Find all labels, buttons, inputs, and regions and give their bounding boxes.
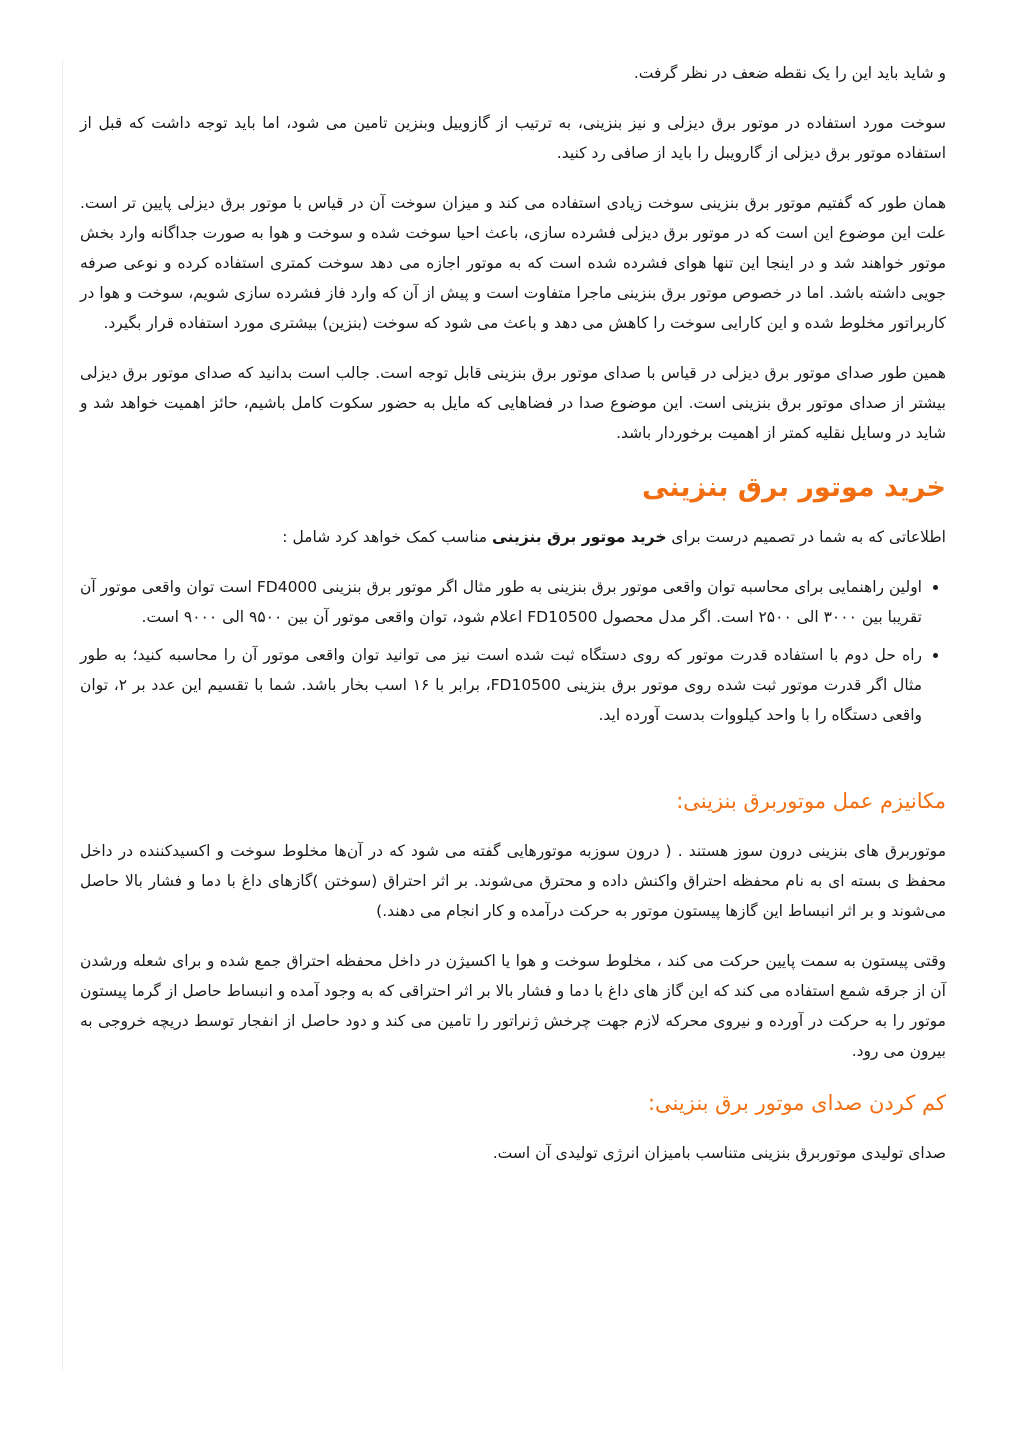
- article-body: [80, 58, 946, 1188]
- paragraph-weakness: و شاید باید این را یک نقطه ضعف در نظر گرفت.: [633, 64, 946, 82]
- section-spacer: [80, 750, 946, 784]
- heading-reduce-noise: کم کردن صدای موتور برق بنزینی:: [647, 1091, 946, 1115]
- list-item: • راه حل دوم با استفاده قدرت موتور که روی دستگاه ثبت شده است نیز می توانید توان واقعی موتور آن را محاسبه کنید؛ به طور مثال اگر قدرت موتور ثبت شده روی موتور برق بنزینی FD10500، برابر با ۱۶ اسب بخار باشد. شما با تقسیم این عدد بر ۲، توان واقعی دستگاه را با واحد کیلووات بدست آورده اید.: [80, 640, 922, 730]
- paragraph-noise: صدای تولیدی موتوربرق بنزینی متناسب بامیزان انرژی تولیدی آن است.: [492, 1144, 946, 1162]
- buy-tips-list: [80, 572, 946, 730]
- paragraph-fuel-type: سوخت مورد استفاده در موتور برق دیزلی و نیز بنزینی، به ترتیب از گازوییل وبنزین تامین می شود، اما باید توجه داشت که قبل از استفاده موتور برق دیزلی از گارویبل را باید از صافی رد کنید.: [80, 114, 946, 162]
- paragraph-mechanism-piston: وقتی پیستون به سمت پایین حرکت می کند ، مخلوط سوخت و هوا یا اکسیژن در داخل محفظه احتراق جمع شده و برای شعله ورشدن آن از جرقه شمع استفاده می کند که این گاز های داغ با دما و فشار بالا بر اثر احتراقی که به وجود آمده و انبساط حاصل از گرما پیستون موتور را به حرکت در آورده و نیروی محرکه لازم جهت چرخش ژنراتور را تامین می کند و دود حاصل از انفجار توسط دریچه خروجی به بیرون می رود.: [80, 952, 946, 1060]
- heading-buy-generator: خرید موتور برق بنزینی: [642, 472, 946, 503]
- paragraph-engine-noise: همین طور صدای موتور برق دیزلی در قیاس با صدای موتور برق بنزینی قابل توجه است. جالب است بدانید که صدای موتور برق دیزلی بیشتر از صدای موتور برق بنزینی است. این موضوع صدا در فضاهایی که مایل به حضور سکوت کامل باشیم، حائز اهمیت خواهد شد و شاید در وسایل نقلیه کمتر از اهمیت برخوردار باشد.: [80, 364, 946, 442]
- paragraph-fuel-consumption: همان طور که گفتیم موتور برق بنزینی سوخت زیادی استفاده می کند و میزان سوخت آن در قیاس با موتور برق دیزلی پایین تر است. علت این موضوع این است که در موتور برق دیزلی فشرده سازی، باعث احیا سوخت شده و سوخت و هوا به صورت جداگانه وارد بخش موتور خواهند شد و در اینجا این تنها هوای فشرده شده است که به موتور اجازه می دهد سوخت کمتری استفاده کرده و نوعی صرفه جویی داشته باشد. اما در خصوص موتور برق بنزینی ماجرا متفاوت است و پیش از آن که وارد فاز فشرده سازی شویم، سوخت و هوا در کاربراتور مخلوط شده و این کارایی سوخت را کاهش می دهد و باعث می شود که سوخت (بنزین) بیشتری مورد استفاده قرار بگیرد.: [80, 194, 946, 332]
- buy-intro-text-after: مناسب کمک خواهد کرد شامل :: [282, 528, 492, 546]
- paragraph-mechanism-combustion: موتوربرق های بنزینی درون سوز هستند . ( درون سوزبه موتورهایی گفته می شود که در آن‌ها مخلوط سوخت و اکسیدکننده در داخل محفظ ی بسته ای به نام محفظه احتراق واکنش داده و محترق می‌شوند. بر اثر احتراق (سوختن )گازهای داغ با دما و فشار بالا حاصل می‌شوند و بر اثر انبساط این گازها پیستون موتور به حرکت درآمده و کار انجام می دهند.): [80, 842, 946, 920]
- heading-mechanism: مکانیزم عمل موتوربرق بنزینی:: [676, 789, 946, 813]
- buy-intro-text-before: اطلاعاتی که به شما در تصمیم درست برای: [666, 528, 946, 546]
- paragraph-buy-intro: [80, 522, 946, 552]
- page-margin-rule: [62, 60, 63, 1370]
- list-item: • اولین راهنمایی برای محاسبه توان واقعی موتور برق بنزینی به طور مثال اگر موتور برق بنزینی FD4000 است توان واقعی موتور آن تقریبا بین ۳۰۰۰ الی ۲۵۰۰ است. اگر مدل محصول FD10500 اعلام شود، توان واقعی موتور آن بین ۹۵۰۰ الی ۹۰۰۰ است.: [80, 572, 922, 632]
- buy-intro-bold-link: خرید موتور برق بنزینی: [492, 528, 667, 546]
